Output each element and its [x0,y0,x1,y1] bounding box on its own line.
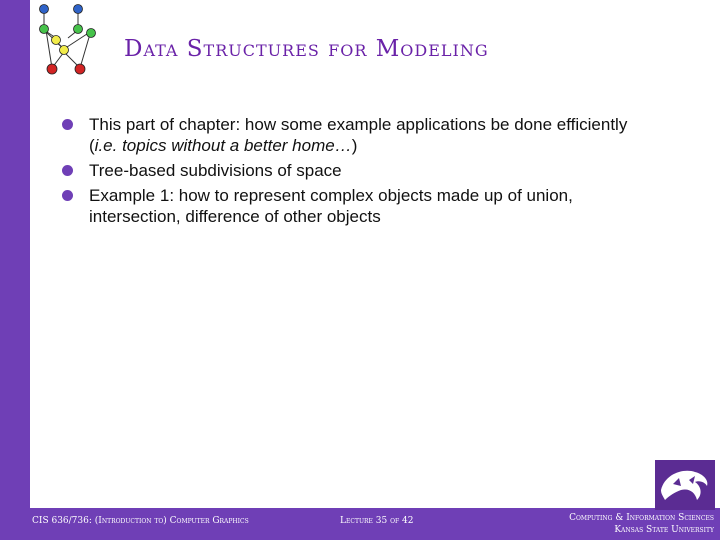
footer-course: CIS 636/736: (Introduction to) Computer Graphics [32,516,249,526]
bullet-text: This part of chapter: how some example applications be done efficiently ( [89,115,628,155]
left-sidebar-bar [0,0,30,540]
bullet-item [62,160,652,181]
bullet-item [62,114,652,156]
bullet-dot-icon [62,119,73,130]
bullet-list [62,114,652,231]
footer-organization [569,512,714,536]
wildcat-logo-icon [655,460,715,510]
footer-lecture: Lecture 35 of 42 [340,516,414,526]
bullet-text: Tree-based subdivisions of space [89,161,342,180]
bullet-text: i.e. topics without a better home… [94,136,352,155]
bullet-item [62,185,652,227]
bullet-text: Example 1: how to represent complex objects made up of union, intersection, difference of other objects [89,186,573,226]
graph-network-icon [34,4,106,76]
footer-org-line1: Computing & Information Sciences [569,513,714,523]
slide-title: Data Structures for Modeling [124,36,489,62]
footer-org-line2: Kansas State University [614,525,714,535]
content-panel [30,0,660,508]
bullet-text: ) [351,136,358,155]
bullet-dot-icon [62,190,73,201]
bullet-dot-icon [62,165,73,176]
